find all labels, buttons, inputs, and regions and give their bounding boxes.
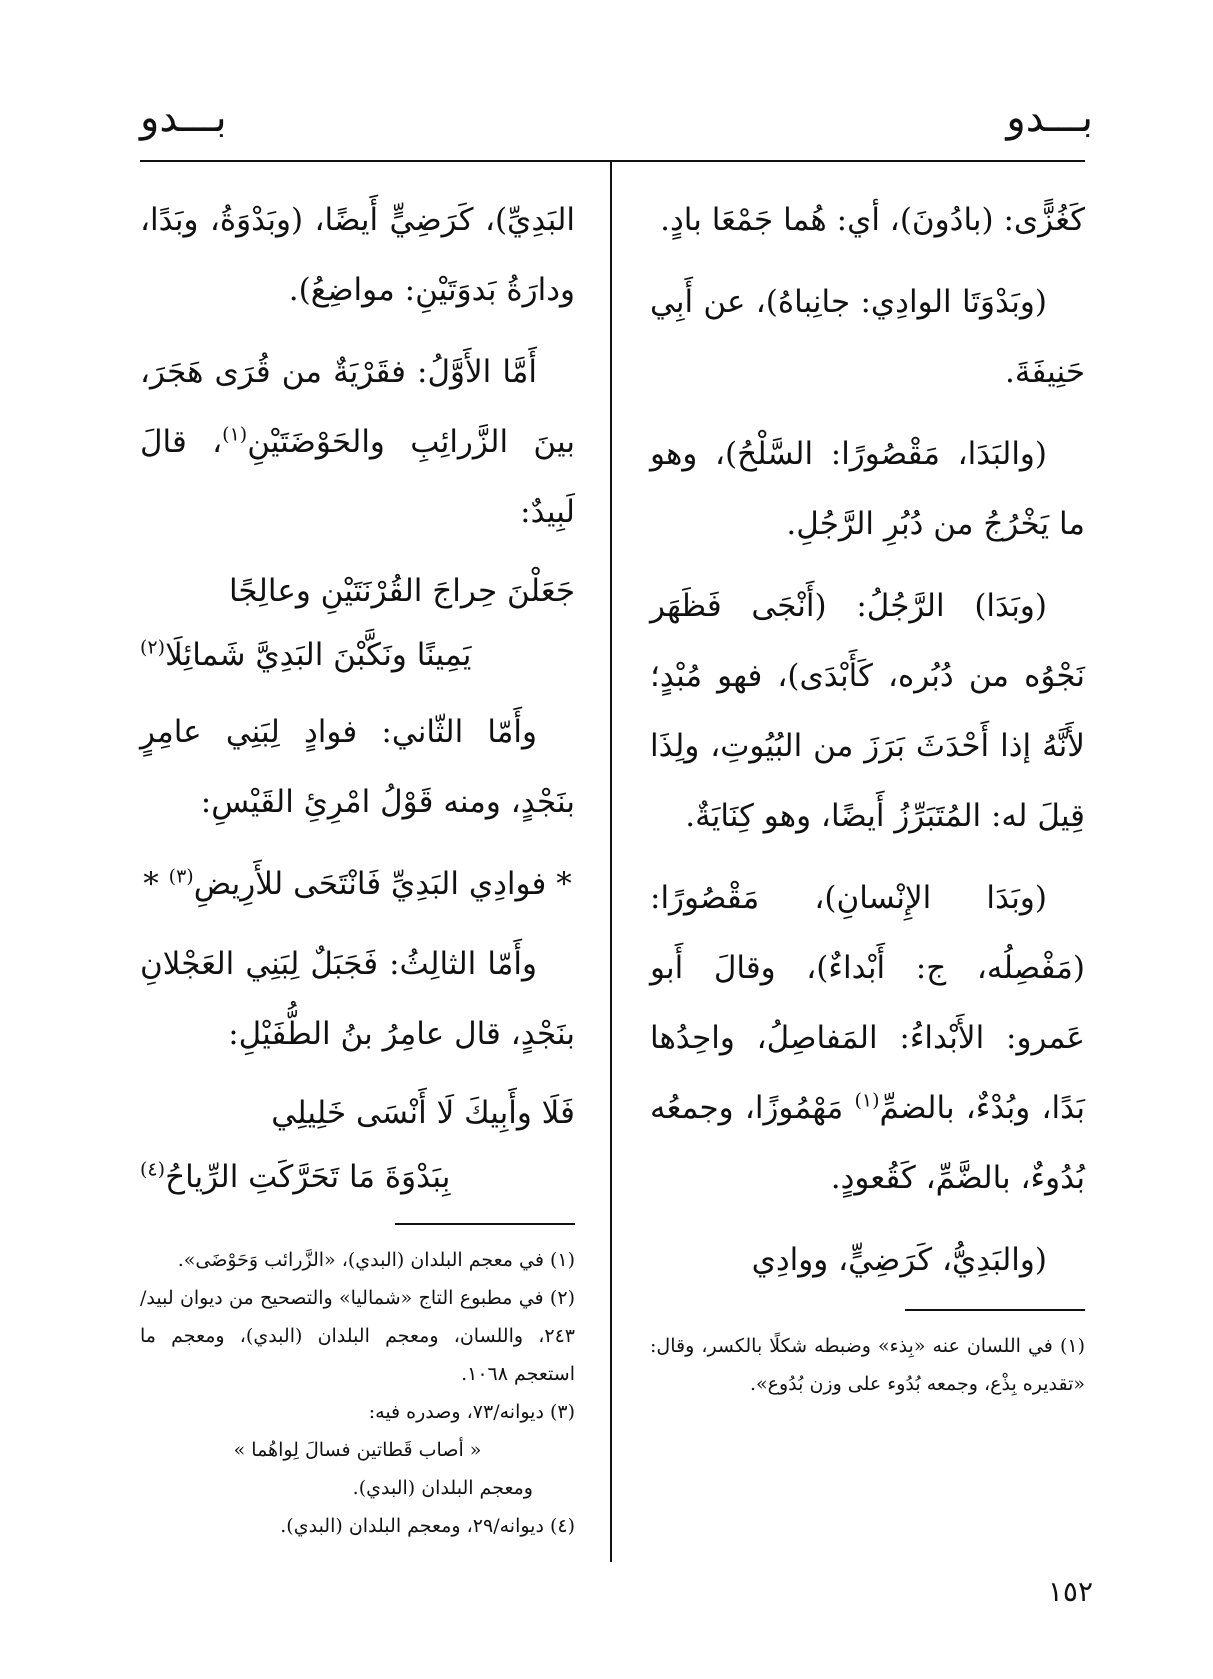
- paragraph-text: (وبَدَا الإِنْسانِ)، مَقْصُورًا: (مَفْصِلُه، ج: أَبْداءٌ)، وقالَ أَبو عَمرو: الأَبْداءُ: المَفاصِلُ، واحِدُها بَدًا، وبُدْءٌ، بالضمِّ: [650, 880, 1085, 1126]
- footnote-marker: (١): [222, 423, 248, 446]
- verse-hemistich: فَلَا وأَبِيكَ لَا أَنْسَى خَلِيلِي: [271, 1095, 575, 1131]
- entry-paragraph: (وبَدَا) الرَّجُلُ: (أَنْجَى فَظَهَر نَجْوُه من دُبُره، كَأَبْدَى)، فهو مُبْدٍ؛ لأَنَّهُ إذا أَحْدَثَ بَرَزَ من البُيُوتِ، ولِذَا قِيلَ له: المُتَبَرِّزُ أَيضًا، وهو كِنَايَةٌ.: [650, 588, 1085, 834]
- footnote-rule: [395, 1223, 575, 1225]
- entry-paragraph: [140, 337, 575, 547]
- poem-verse: [140, 1081, 575, 1209]
- entry-paragraph: (والبَدَا، مَقْصُورًا: السَّلْحُ)، وهو ما يَخْرُجُ من دُبُرِ الرَّجُلِ.: [650, 436, 1085, 542]
- star-ornament: *: [556, 866, 572, 902]
- right-column: [650, 185, 1085, 1403]
- footnote-verse: « أصاب قَطاتين فسالَ لِواهُما »: [233, 1439, 482, 1461]
- footnote-line: ومعجم البلدان (البدي).: [352, 1477, 533, 1499]
- footnote-rule: [905, 1309, 1085, 1311]
- paragraph-text: أَمَّا الأَوَّلُ: فقَرْيَةٌ من قُرَى هَجَرَ، بينَ الزَّرائِبِ والحَوْضَتَيْنِ: [140, 354, 575, 460]
- footnote-marker: (١): [854, 1089, 880, 1112]
- poem-verse: [140, 559, 575, 687]
- column-divider: [610, 160, 612, 1562]
- verse-line: [140, 849, 575, 919]
- footnote-line: (٣) ديوانه/٧٣، وصدره فيه:: [368, 1401, 575, 1423]
- paragraph-text: ، قالَ لَبِيدٌ:: [140, 424, 575, 530]
- entry-paragraph: البَدِيِّ)، كَرَضِيٍّ أَيضًا، (وبَدْوَةُ، وبَدًا، ودارَةُ بَدوَتَيْنِ: مواضِعُ).: [140, 202, 575, 308]
- footnote: (١) في معجم البلدان (البدي)، «الزَّرائب وَحَوْضَى».: [177, 1249, 575, 1271]
- star-ornament: *: [143, 866, 159, 902]
- entry-paragraph: وأَمّا الثّاني: فوادٍ لِبَنِي عامِرٍ بنَجْدٍ، ومنه قَوْلُ امْرِئِ القَيْسِ:: [140, 714, 575, 820]
- entry-paragraph: كَغُزًّى: (بادُونَ)، أي: هُما جَمْعَا بادٍ.: [660, 202, 1085, 238]
- verse-hemistich: جَعَلْنَ حِراجَ القُرْنَتَيْنِ وعالِجًا: [228, 573, 575, 609]
- entry-paragraph: (وبَدْوَتَا الوادِي: جانِباهُ)، عن أَبِي حَنِيفَةَ.: [650, 284, 1085, 390]
- footnote-marker: (٣): [168, 865, 194, 888]
- verse-hemistich: [140, 623, 575, 687]
- entry-paragraph: (والبَدِيُّ، كَرَضِيٍّ، ووادِي: [751, 1242, 1047, 1278]
- footnote-marker: (٤): [140, 1158, 166, 1181]
- page-number: ١٥٢: [1047, 1575, 1093, 1608]
- verse-text: فوادِي البَدِيِّ فَانْتَحَى للأَرِيضِ: [193, 866, 547, 902]
- header-rule: [140, 160, 1085, 162]
- footnote-marker: (٢): [140, 636, 166, 659]
- entry-paragraph: وأَمّا الثالِثُ: فَجَبَلٌ لِبَنِي العَجْلانِ بنَجْدٍ، قال عامِرُ بنُ الطُّفَيْلِ:: [140, 946, 575, 1052]
- running-head-right: بـــدو: [1006, 95, 1093, 141]
- entry-paragraph: [650, 863, 1085, 1213]
- footnote: (٤) ديوانه/٢٩، ومعجم البلدان (البدي).: [280, 1515, 575, 1537]
- verse-text: يَمِينًا ونَكَّبْنَ البَدِيَّ شَمائِلَا: [165, 637, 472, 673]
- left-column: [140, 185, 575, 1545]
- verse-hemistich: [140, 1145, 575, 1209]
- footnote: [140, 1393, 575, 1507]
- running-head-left: بـــدو: [140, 95, 227, 141]
- footnote: (٢) في مطبوع التاج «شماليا» والتصحيح من ديوان لبيد/٢٤٣، واللسان، ومعجم البلدان (البدي)، ومعجم ما استعجم ١٠٦٨.: [140, 1287, 575, 1385]
- verse-text: بِبَدْوَةَ مَا تَحَرَّكَتِ الرِّياحُ: [165, 1159, 451, 1195]
- paragraph-text: مَهْمُوزًا، وجمعُه بُدُوءٌ، بالضَّمِّ، كَقُعودٍ.: [650, 1090, 1085, 1196]
- footnote: (١) في اللسان عنه «بِذء» وضبطه شكلًا بالكسر، وقال: «تقديره بِذْع، وجمعه بُدُوء على وزن بُدُوع».: [650, 1335, 1085, 1395]
